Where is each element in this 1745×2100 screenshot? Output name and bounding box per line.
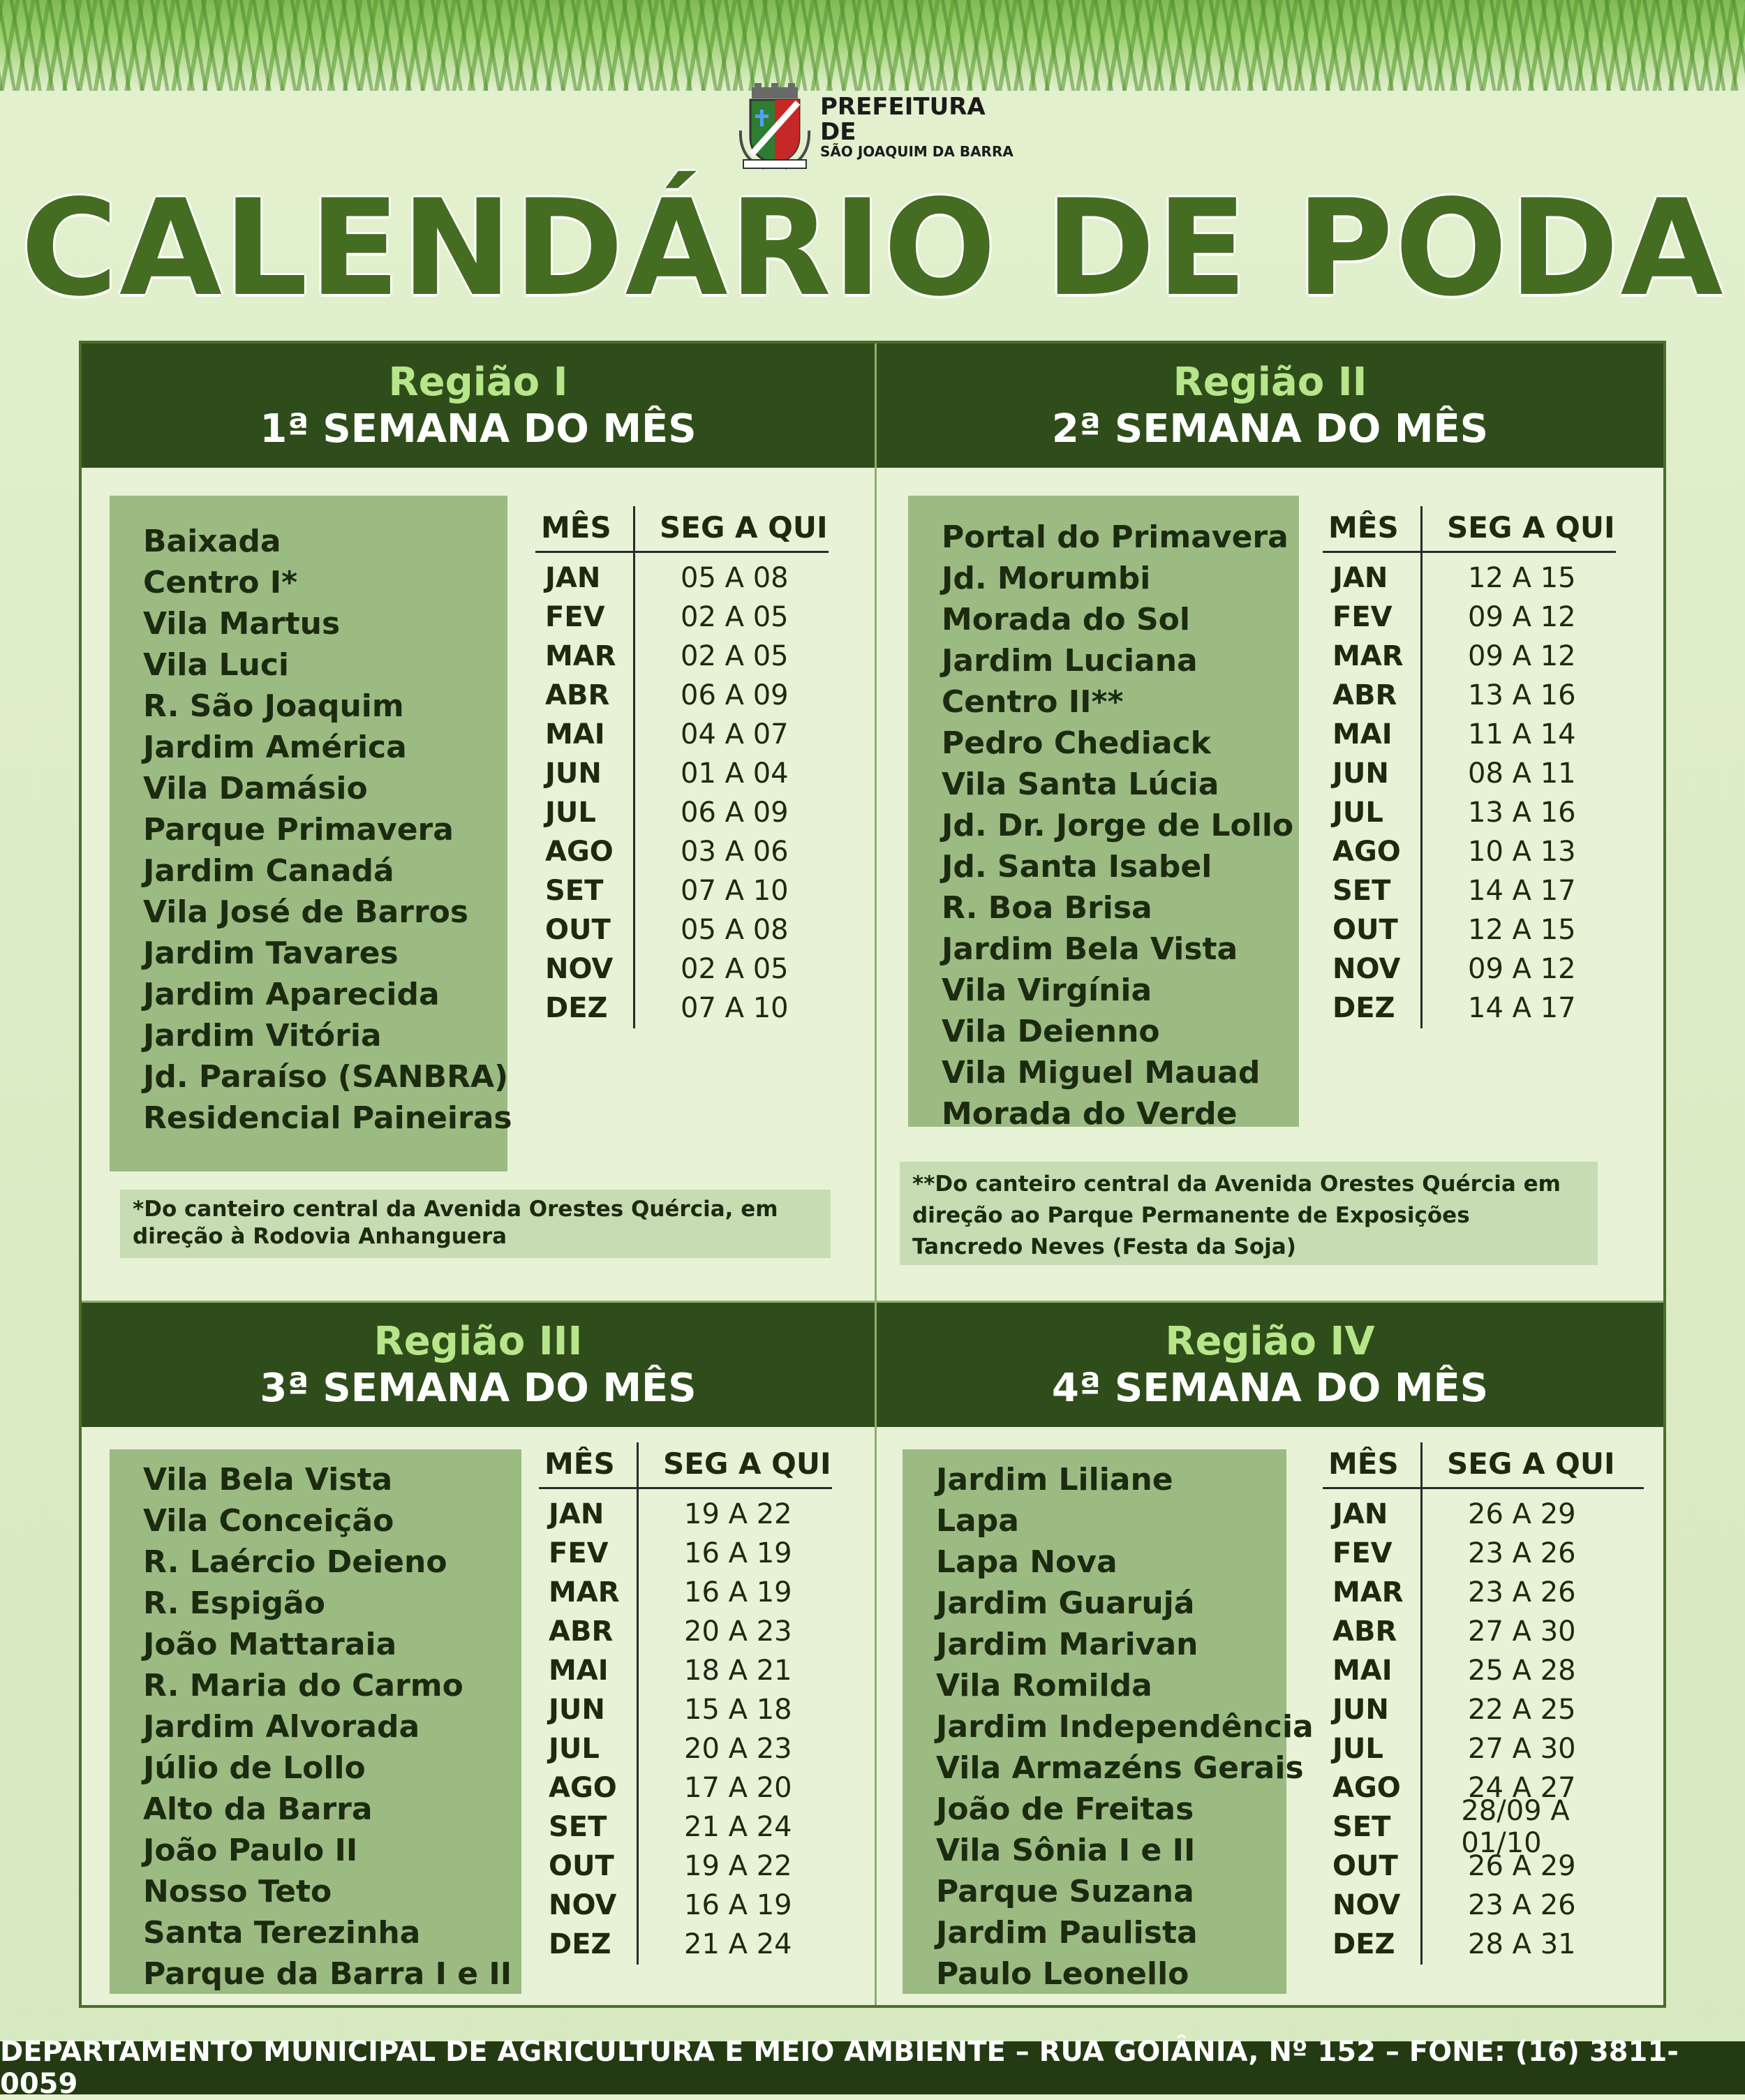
schedule-days: 28 A 31 <box>1468 1928 1576 1960</box>
neighborhood-item: Jardim Liliane <box>936 1462 1173 1498</box>
schedule-row <box>1323 598 1616 637</box>
neighborhood-item: Santa Terezinha <box>143 1915 421 1951</box>
neighborhood-item: Alto da Barra <box>143 1791 373 1827</box>
schedule-days: 23 A 26 <box>1468 1889 1576 1921</box>
days-column-header: SEG A QUI <box>1447 510 1615 545</box>
schedule-days: 12 A 15 <box>1468 562 1576 594</box>
region-1-week: 1ª SEMANA DO MÊS <box>260 406 697 452</box>
schedule-month: FEV <box>549 1537 609 1569</box>
schedule-days: 27 A 30 <box>1468 1733 1576 1765</box>
schedule-days: 19 A 22 <box>684 1498 792 1530</box>
schedule-days: 08 A 11 <box>1468 757 1576 790</box>
region-2-week: 2ª SEMANA DO MÊS <box>1051 406 1489 452</box>
schedule-month: ABR <box>549 1615 614 1648</box>
neighborhood-item: R. Maria do Carmo <box>143 1668 463 1703</box>
region-2-schedule <box>1323 506 1616 1028</box>
schedule-month: JUL <box>545 797 596 829</box>
schedule-month: JAN <box>549 1498 604 1530</box>
schedule-month: JUN <box>1332 1694 1389 1726</box>
schedule-month: AGO <box>1332 836 1401 868</box>
schedule-month: ABR <box>545 679 610 711</box>
schedule-month: JAN <box>1332 562 1388 594</box>
schedule-days: 23 A 26 <box>1468 1537 1576 1569</box>
schedule-row <box>539 1534 832 1573</box>
schedule-row <box>1323 871 1616 910</box>
schedule-header-rule <box>1323 1487 1644 1489</box>
region-1-title: Região I <box>388 359 568 405</box>
neighborhood-item: Jd. Morumbi <box>942 561 1151 596</box>
schedule-month: OUT <box>1332 1850 1398 1882</box>
schedule-month: SET <box>549 1811 607 1843</box>
schedule-days: 21 A 24 <box>684 1811 792 1843</box>
month-column-header: MÊS <box>1328 1446 1399 1481</box>
schedule-row <box>535 871 829 910</box>
schedule-month: DEZ <box>1332 1928 1395 1960</box>
city-crest-icon <box>736 82 813 172</box>
schedule-row <box>535 754 829 793</box>
neighborhood-item: Jd. Paraíso (SANBRA) <box>143 1059 509 1095</box>
schedule-month: NOV <box>545 953 614 985</box>
neighborhood-item: Jardim Luciana <box>942 643 1198 679</box>
schedule-month: JUN <box>1332 757 1389 790</box>
neighborhood-item: Vila Virgínia <box>942 973 1152 1008</box>
schedule-row <box>539 1690 832 1729</box>
schedule-row <box>539 1886 832 1925</box>
schedule-days: 12 A 15 <box>1468 914 1576 946</box>
schedule-row <box>1323 793 1616 832</box>
schedule-row <box>535 910 829 949</box>
neighborhood-item: Morada do Verde <box>942 1096 1238 1132</box>
schedule-days: 16 A 19 <box>684 1889 792 1921</box>
schedule-month: FEV <box>545 601 605 633</box>
schedule-month: MAR <box>1332 1576 1404 1609</box>
schedule-row <box>1323 989 1616 1028</box>
schedule-row <box>539 1612 832 1651</box>
schedule-days: 11 A 14 <box>1468 718 1576 750</box>
schedule-row <box>1323 949 1616 989</box>
neighborhood-item: Vila Sônia I e II <box>936 1833 1196 1868</box>
schedule-row <box>1323 715 1616 754</box>
neighborhood-item: R. São Joaquim <box>143 688 404 724</box>
schedule-days: 02 A 05 <box>681 953 789 985</box>
schedule-row <box>539 1807 832 1847</box>
schedule-month: JUN <box>545 757 602 790</box>
schedule-days: 24 A 27 <box>1468 1772 1576 1804</box>
region-1-schedule <box>535 506 829 1028</box>
schedule-days: 07 A 10 <box>681 992 789 1024</box>
schedule-header-rule <box>1323 551 1616 553</box>
schedule-month: AGO <box>549 1772 617 1804</box>
schedule-days: 01 A 04 <box>681 757 789 790</box>
schedule-month: JUL <box>1332 797 1383 829</box>
neighborhood-item: Jardim Paulista <box>936 1915 1198 1951</box>
schedule-days: 09 A 12 <box>1468 601 1576 633</box>
schedule-row <box>535 676 829 715</box>
neighborhood-item: Jd. Dr. Jorge de Lollo <box>942 808 1294 843</box>
schedule-days: 04 A 07 <box>681 718 789 750</box>
schedule-days: 10 A 13 <box>1468 836 1576 868</box>
neighborhood-item: Centro II** <box>942 684 1124 720</box>
schedule-month: SET <box>1332 875 1391 907</box>
schedule-row <box>1323 637 1616 676</box>
schedule-month: MAI <box>545 718 605 750</box>
days-column-header: SEG A QUI <box>660 510 828 545</box>
neighborhood-item: Jardim Bela Vista <box>942 931 1238 967</box>
schedule-month: MAI <box>1332 1655 1393 1687</box>
region-4-neighborhoods <box>903 1449 1314 1994</box>
footer-contact: DEPARTAMENTO MUNICIPAL DE AGRICULTURA E MEIO AMBIENTE – RUA GOIÂNIA, Nº 152 – FONE: (16) 3811-0059 <box>0 2041 1745 2094</box>
region-2-header <box>877 343 1663 468</box>
neighborhood-item: Portal do Primavera <box>942 519 1289 555</box>
schedule-days: 14 A 17 <box>1468 992 1576 1024</box>
schedule-days: 14 A 17 <box>1468 875 1576 907</box>
logo-line-1: PREFEITURA DE <box>820 92 986 146</box>
schedule-days: 13 A 16 <box>1468 797 1576 829</box>
neighborhood-item: Jardim Tavares <box>143 936 399 971</box>
schedule-row <box>1323 1573 1644 1612</box>
grid-divider-vertical <box>875 343 877 2005</box>
schedule-month: JAN <box>545 562 601 594</box>
schedule-row <box>1323 1925 1644 1964</box>
neighborhood-item: Jardim América <box>143 730 407 765</box>
schedule-row <box>535 559 829 598</box>
schedule-header <box>1323 1442 1644 1484</box>
schedule-header-rule <box>539 1487 832 1489</box>
schedule-month: NOV <box>549 1889 617 1921</box>
neighborhood-item: Jardim Guarujá <box>936 1585 1195 1621</box>
schedule-month: NOV <box>1332 1889 1401 1921</box>
municipal-logo <box>736 78 1016 176</box>
neighborhood-item: R. Laércio Deieno <box>143 1544 447 1580</box>
schedule-days: 21 A 24 <box>684 1928 792 1960</box>
neighborhood-item: Jardim Canadá <box>143 853 394 889</box>
schedule-row <box>539 1847 832 1886</box>
schedule-row <box>535 793 829 832</box>
neighborhood-item: Vila Romilda <box>936 1668 1152 1703</box>
schedule-header <box>539 1442 832 1484</box>
schedule-row <box>539 1651 832 1690</box>
region-4-schedule <box>1323 1442 1644 1964</box>
schedule-month: JUN <box>549 1694 605 1726</box>
neighborhood-item: Vila Bela Vista <box>143 1462 393 1498</box>
schedule-month: FEV <box>1332 601 1393 633</box>
schedule-row <box>1323 1495 1644 1534</box>
schedule-row <box>1323 1729 1644 1768</box>
neighborhood-item: Pedro Chediack <box>942 725 1211 761</box>
neighborhood-item: Jd. Santa Isabel <box>942 849 1212 885</box>
region-1-neighborhoods <box>110 496 512 1171</box>
schedule-row <box>1323 1795 1644 1859</box>
region-2-note: **Do canteiro central da Avenida Orestes Quércia em direção ao Parque Permanente de Exposições Tancredo Neves (Festa da Soja) <box>900 1162 1598 1265</box>
schedule-days: 06 A 09 <box>681 679 789 711</box>
schedule-days: 03 A 06 <box>681 836 789 868</box>
schedule-month: DEZ <box>545 992 608 1024</box>
schedule-days: 25 A 28 <box>1468 1655 1576 1687</box>
schedule-days: 19 A 22 <box>684 1850 792 1882</box>
month-column-header: MÊS <box>541 510 611 545</box>
neighborhood-item: Vila Luci <box>143 647 289 683</box>
neighborhood-item: Vila Deienno <box>942 1014 1160 1049</box>
region-3-schedule <box>539 1442 832 1964</box>
days-column-header: SEG A QUI <box>663 1446 831 1481</box>
neighborhood-item: João Mattaraia <box>143 1627 397 1662</box>
schedule-row <box>1323 754 1616 793</box>
schedule-days: 20 A 23 <box>684 1733 792 1765</box>
neighborhood-item: Vila Conceição <box>143 1503 394 1539</box>
region-3-week: 3ª SEMANA DO MÊS <box>260 1366 697 1411</box>
schedule-days: 06 A 09 <box>681 797 789 829</box>
month-column-header: MÊS <box>1328 510 1399 545</box>
neighborhood-item: Vila Armazéns Gerais <box>936 1750 1304 1786</box>
neighborhood-item: João Paulo II <box>143 1833 358 1868</box>
schedule-days: 02 A 05 <box>681 640 789 672</box>
region-4-title: Região IV <box>1165 1318 1375 1364</box>
schedule-month: SET <box>1332 1811 1391 1843</box>
grass-banner <box>0 0 1745 91</box>
schedule-month: MAR <box>1332 640 1404 672</box>
schedule-days: 20 A 23 <box>684 1615 792 1648</box>
schedule-row <box>1323 1612 1644 1651</box>
schedule-days: 17 A 20 <box>684 1772 792 1804</box>
neighborhood-item: Nosso Teto <box>143 1874 332 1909</box>
neighborhood-item: Vila Damásio <box>143 771 368 806</box>
region-2-neighborhoods <box>908 496 1299 1132</box>
schedule-days: 13 A 16 <box>1468 679 1576 711</box>
schedule-month: JAN <box>1332 1498 1388 1530</box>
schedule-row <box>1323 676 1616 715</box>
region-2-title: Região II <box>1173 359 1367 405</box>
schedule-days: 05 A 08 <box>681 914 789 946</box>
schedule-month: NOV <box>1332 953 1401 985</box>
neighborhood-item: Paulo Leonello <box>936 1956 1189 1992</box>
neighborhood-item: Morada do Sol <box>942 602 1190 637</box>
neighborhood-item: Jardim Marivan <box>936 1627 1198 1662</box>
region-3-neighborhoods <box>110 1449 521 1994</box>
neighborhood-item: R. Boa Brisa <box>942 890 1152 926</box>
schedule-month: MAI <box>549 1655 609 1687</box>
schedule-month: JUL <box>1332 1733 1383 1765</box>
neighborhood-item: R. Espigão <box>143 1585 325 1621</box>
neighborhood-item: Jardim Independência <box>936 1709 1314 1745</box>
neighborhood-item: Residencial Paineiras <box>143 1100 512 1136</box>
schedule-days: 23 A 26 <box>1468 1576 1576 1609</box>
schedule-days: 02 A 05 <box>681 601 789 633</box>
schedule-month: MAI <box>1332 718 1393 750</box>
neighborhood-item: Vila José de Barros <box>143 894 469 930</box>
logo-line-2: SÃO JOAQUIM DA BARRA <box>820 143 1013 161</box>
schedule-row <box>539 1729 832 1768</box>
region-1-header <box>82 343 875 468</box>
schedule-days: 26 A 29 <box>1468 1498 1576 1530</box>
region-4-header <box>877 1303 1663 1427</box>
schedule-days: 27 A 30 <box>1468 1615 1576 1648</box>
schedule-month: MAR <box>545 640 616 672</box>
schedule-row <box>535 637 829 676</box>
schedule-days: 15 A 18 <box>684 1694 792 1726</box>
schedule-month: AGO <box>545 836 614 868</box>
schedule-month: DEZ <box>1332 992 1395 1024</box>
schedule-month: JUL <box>549 1733 600 1765</box>
schedule-row <box>535 598 829 637</box>
neighborhood-item: Parque Primavera <box>143 812 454 848</box>
neighborhood-item: Centro I* <box>143 565 298 600</box>
neighborhood-item: Lapa Nova <box>936 1544 1117 1580</box>
schedule-column-rule <box>1420 1442 1423 1965</box>
neighborhood-item: Parque Suzana <box>936 1874 1194 1909</box>
schedule-month: MAR <box>549 1576 620 1609</box>
schedule-header <box>535 506 829 548</box>
schedule-days: 09 A 12 <box>1468 640 1576 672</box>
neighborhood-item: Vila Santa Lúcia <box>942 767 1219 802</box>
days-column-header: SEG A QUI <box>1447 1446 1615 1481</box>
region-1-note: *Do canteiro central da Avenida Orestes Quércia, em direção à Rodovia Anhanguera <box>120 1190 831 1258</box>
schedule-days: 16 A 19 <box>684 1576 792 1609</box>
neighborhood-item: Parque da Barra I e II <box>143 1956 512 1992</box>
schedule-row <box>539 1925 832 1964</box>
schedule-days: 09 A 12 <box>1468 953 1576 985</box>
schedule-row <box>1323 1651 1644 1690</box>
schedule-row <box>535 832 829 871</box>
schedule-row <box>1323 559 1616 598</box>
neighborhood-item: Jardim Alvorada <box>143 1709 420 1745</box>
schedule-days: 22 A 25 <box>1468 1694 1576 1726</box>
neighborhood-item: João de Freitas <box>936 1791 1194 1827</box>
schedule-month: FEV <box>1332 1537 1393 1569</box>
neighborhood-item: Jardim Aparecida <box>143 977 440 1012</box>
neighborhood-item: Vila Martus <box>143 606 341 642</box>
schedule-month: DEZ <box>549 1928 611 1960</box>
schedule-month: OUT <box>549 1850 614 1882</box>
schedule-month: OUT <box>1332 914 1398 946</box>
schedule-row <box>1323 1690 1644 1729</box>
schedule-month: SET <box>545 875 604 907</box>
schedule-month: ABR <box>1332 679 1397 711</box>
schedule-column-rule <box>633 506 635 1028</box>
schedule-days: 16 A 19 <box>684 1537 792 1569</box>
region-3-header <box>82 1303 875 1427</box>
schedule-column-rule <box>637 1442 639 1965</box>
calendar-grid <box>79 341 1666 2008</box>
schedule-days: 05 A 08 <box>681 562 789 594</box>
region-4-week: 4ª SEMANA DO MÊS <box>1051 1366 1489 1411</box>
schedule-column-rule <box>1420 506 1423 1028</box>
schedule-row <box>539 1573 832 1612</box>
neighborhood-item: Jardim Vitória <box>143 1018 382 1053</box>
schedule-days: 26 A 29 <box>1468 1850 1576 1882</box>
schedule-month: ABR <box>1332 1615 1397 1648</box>
schedule-row <box>1323 832 1616 871</box>
schedule-header-rule <box>535 551 829 553</box>
schedule-row <box>535 715 829 754</box>
schedule-row <box>1323 910 1616 949</box>
schedule-row <box>539 1495 832 1534</box>
region-3-title: Região III <box>373 1318 583 1364</box>
schedule-days: 07 A 10 <box>681 875 789 907</box>
neighborhood-item: Vila Miguel Mauad <box>942 1055 1261 1090</box>
neighborhood-item: Júlio de Lollo <box>143 1750 366 1786</box>
neighborhood-item: Baixada <box>143 524 281 559</box>
schedule-header <box>1323 506 1616 548</box>
schedule-days: 18 A 21 <box>684 1655 792 1687</box>
page-title: CALENDÁRIO DE PODA <box>20 171 1725 325</box>
schedule-month: OUT <box>545 914 611 946</box>
schedule-days: 28/09 A 01/10 <box>1461 1795 1570 1859</box>
month-column-header: MÊS <box>544 1446 615 1481</box>
schedule-month: AGO <box>1332 1772 1401 1804</box>
schedule-row <box>539 1768 832 1807</box>
schedule-row <box>535 949 829 989</box>
neighborhood-item: Lapa <box>936 1503 1019 1539</box>
schedule-row <box>1323 1886 1644 1925</box>
schedule-row <box>535 989 829 1028</box>
schedule-row <box>1323 1534 1644 1573</box>
